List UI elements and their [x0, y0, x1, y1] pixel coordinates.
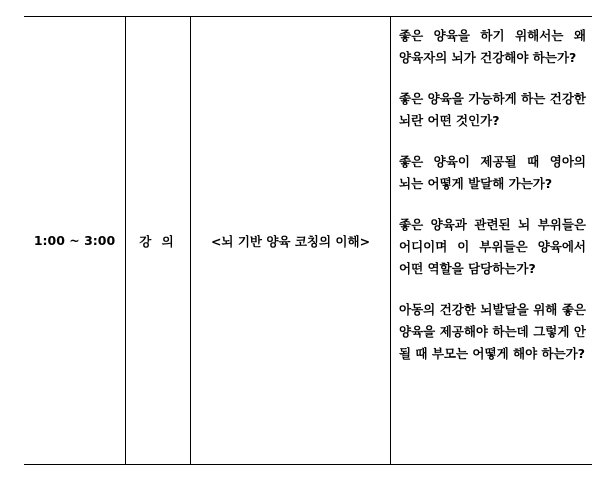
schedule-table — [24, 16, 592, 465]
question-item: 좋은 양육을 하기 위해서는 왜 양육자의 뇌가 건강해야 하는가? — [399, 28, 586, 65]
table-row — [24, 17, 592, 465]
session-title-cell: <뇌 기반 양육 코칭의 이해> — [191, 17, 391, 465]
question-item: 좋은 양육이 제공될 때 영아의 뇌는 어떻게 발달해 가는가? — [399, 154, 586, 191]
question-list — [391, 17, 592, 365]
question-item: 좋은 양육을 가능하게 하는 건강한 뇌란 어떤 것인가? — [399, 91, 586, 128]
session-type-cell: 강 의 — [126, 17, 191, 465]
question-item: 좋은 양육과 관련된 뇌 부위들은 어디이며 이 부위들은 양육에서 어떤 역할을 담당하는가? — [399, 217, 586, 276]
questions-cell — [391, 17, 593, 465]
time-cell: 1:00 ~ 3:00 — [24, 17, 126, 465]
question-item: 아동의 건강한 뇌발달을 위해 좋은 양육을 제공해야 하는데 그렇게 안 될 때 부모는 어떻게 해야 하는가? — [399, 302, 586, 361]
